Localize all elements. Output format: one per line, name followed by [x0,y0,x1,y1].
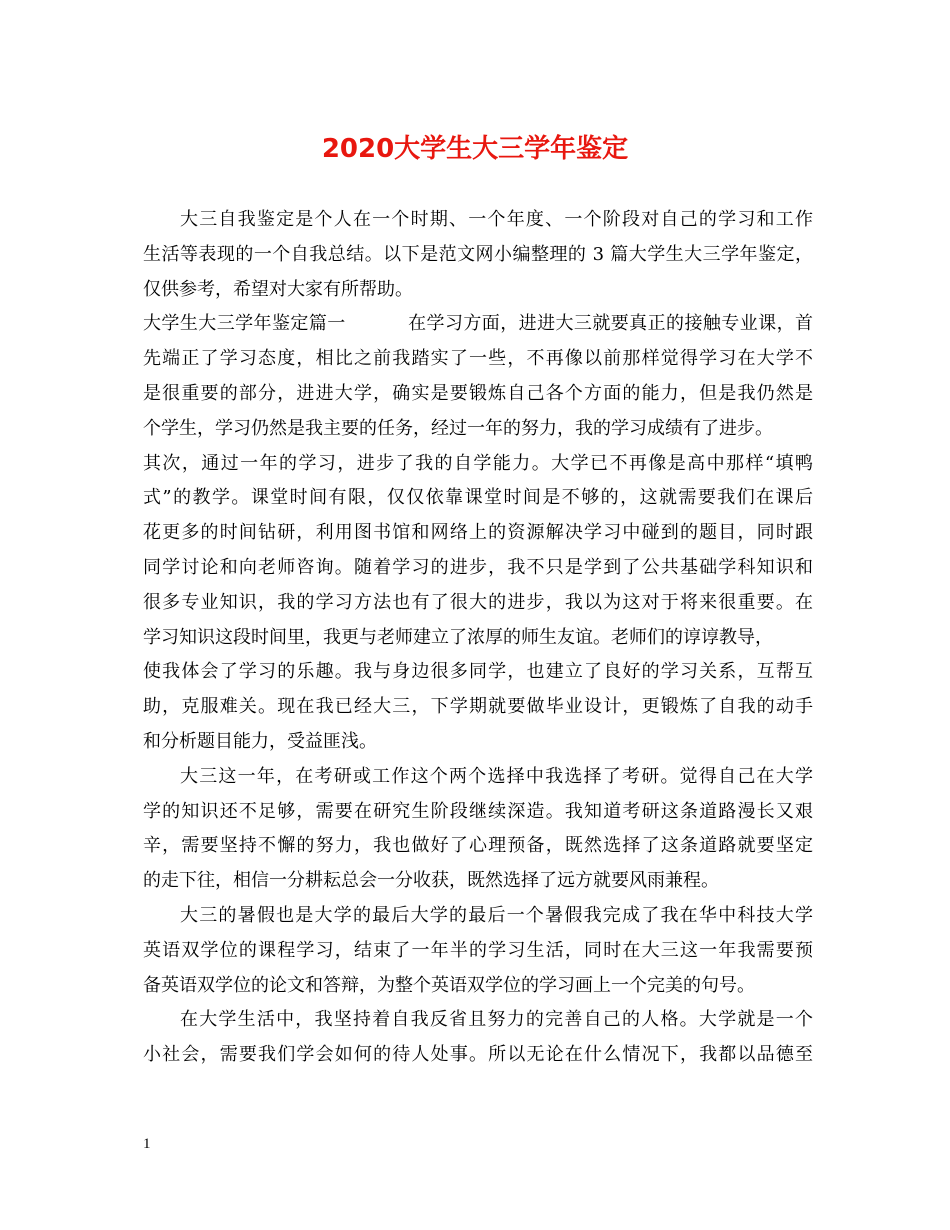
text-line: 式”的教学。课堂时间有限，仅仅依靠课堂时间是不够的，这就需要我们在课后 [143,487,813,509]
text-line: 是很重要的部分，进进大学，确实是要锻炼自己各个方面的能力，但是我仍然是 [143,382,813,404]
text-line: 使我体会了学习的乐趣。我与身边很多同学，也建立了良好的学习关系，互帮互 [143,661,813,683]
text-line: 辛，需要坚持不懈的努力，我也做好了心理预备，既然选择了这条道路就要坚定 [143,835,813,857]
text-line: 先端正了学习态度，相比之前我踏实了一些，不再像以前那样觉得学习在大学不 [143,348,813,370]
text-line: 仅供参考，希望对大家有所帮助。 [143,278,413,300]
text-line: 备英语双学位的论文和答辩，为整个英语双学位的学习画上一个完美的句号。 [143,974,755,996]
text-line: 英语双学位的课程学习，结束了一年半的学习生活，同时在大三这一年我需要预 [143,939,813,961]
text-line: 个学生，学习仍然是我主要的任务，经过一年的努力，我的学习成绩有了进步。 [143,417,773,439]
page-number: 1 [143,1136,151,1152]
text-line: 的走下往，相信一分耕耘总会一分收获，既然选择了远方就要风雨兼程。 [143,870,719,892]
text-line: 很多专业知识，我的学习方法也有了很大的进步，我以为这对于将来很重要。在 [143,591,813,613]
text-line: 和分析题目能力，受益匪浅。 [143,730,377,752]
text-line [143,307,813,342]
text-line: 小社会，需要我们学会如何的待人处事。所以无论在什么情况下，我都以品德至 [143,1044,813,1066]
text-line: 在大学生活中，我坚持着自我反省且努力的完善自己的人格。大学就是一个 [180,1009,813,1031]
text-line: 生活等表现的一个自我总结。以下是范文网小编整理的 3 篇大学生大三学年鉴定， [143,243,813,265]
text-line: 大三的暑假也是大学的最后大学的最后一个暑假我完成了我在华中科技大学 [180,904,813,926]
text-span: 在学习方面，进进大三就要真正的接触专业课，首 [407,313,813,335]
text-line: 大三这一年，在考研或工作这个两个选择中我选择了考研。觉得自己在大学 [180,765,813,787]
text-line: 大三自我鉴定是个人在一个时期、一个年度、一个阶段对自己的学习和工作 [180,209,813,230]
text-line: 其次，通过一年的学习，进步了我的自学能力。大学已不再像是高中那样“填鸭 [143,452,813,474]
text-line: 学的知识还不足够，需要在研究生阶段继续深造。我知道考研这条道路漫长又艰 [143,800,813,822]
document-title: 2020大学生大三学年鉴定 [321,134,629,164]
text-line: 助，克服难关。现在我已经大三，下学期就要做毕业设计，更锻炼了自我的动手 [143,696,813,718]
document-body [143,203,813,1073]
text-line: 学习知识这段时间里，我更与老师建立了浓厚的师生友谊。老师们的谆谆教导， [143,626,773,648]
section-heading: 大学生大三学年鉴定篇一 [143,313,346,335]
text-line: 花更多的时间钻研，利用图书馆和网络上的资源解决学习中碰到的题目，同时跟 [143,522,813,544]
text-line: 同学讨论和向老师咨询。随着学习的进步，我不只是学到了公共基础学科知识和 [143,556,813,578]
